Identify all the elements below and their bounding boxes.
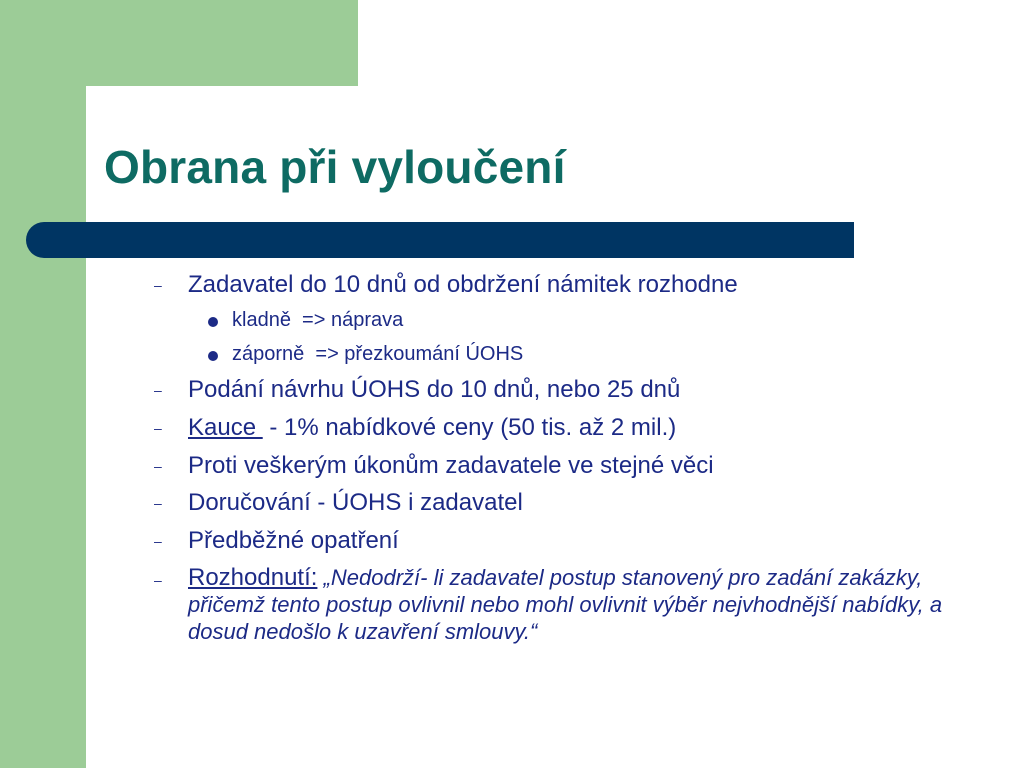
bullet-item: Doručování - ÚOHS i zadavatel — [188, 489, 523, 516]
bullet-item: Předběžné opatření — [188, 527, 399, 554]
kauce-text: - 1% nabídkové ceny (50 tis. až 2 mil.) — [262, 414, 677, 441]
bullet-dash: – — [154, 420, 162, 436]
bullet-item: Podání návrhu ÚOHS do 10 dnů, nebo 25 dnů — [188, 376, 681, 403]
sub-bullet-item: záporně => přezkoumání ÚOHS — [232, 343, 524, 365]
title-divider-bar-end — [846, 224, 854, 258]
title-divider-bar — [26, 222, 854, 258]
bullet-item: Proti veškerým úkonům zadavatele ve stejné věci — [188, 452, 714, 479]
left-green-band — [0, 0, 86, 768]
bullet-dash: – — [154, 572, 162, 588]
bullet-dash: – — [154, 495, 162, 511]
bullet-item-rozhodnuti — [188, 564, 968, 645]
sub-bullet-dot — [208, 351, 218, 361]
bullet-dash: – — [154, 458, 162, 474]
rozhodnuti-link[interactable]: Rozhodnutí: — [188, 564, 318, 591]
slide-title: Obrana při vyloučení — [104, 141, 566, 193]
sub-bullet-dot — [208, 317, 218, 327]
bullet-dash: – — [154, 533, 162, 549]
sub-bullet-item: kladně => náprava — [232, 309, 404, 331]
kauce-link[interactable]: Kauce — [188, 414, 263, 441]
top-green-block — [0, 0, 358, 86]
bullet-item-kauce — [188, 413, 968, 443]
rozhodnuti-quote: „Nedodrží- li zadavatel postup stanovený pro zadání zakázky, přičemž tento postup ovlivnil nebo mohl ovlivnit výběr nejvhodnější nabídky, a dosud nedošlo k uzavření smlouvy.“ — [188, 565, 943, 644]
bullet-dash: – — [154, 277, 162, 293]
bullet-dash: – — [154, 382, 162, 398]
bullet-item: Zadavatel do 10 dnů od obdržení námitek rozhodne — [188, 271, 738, 298]
